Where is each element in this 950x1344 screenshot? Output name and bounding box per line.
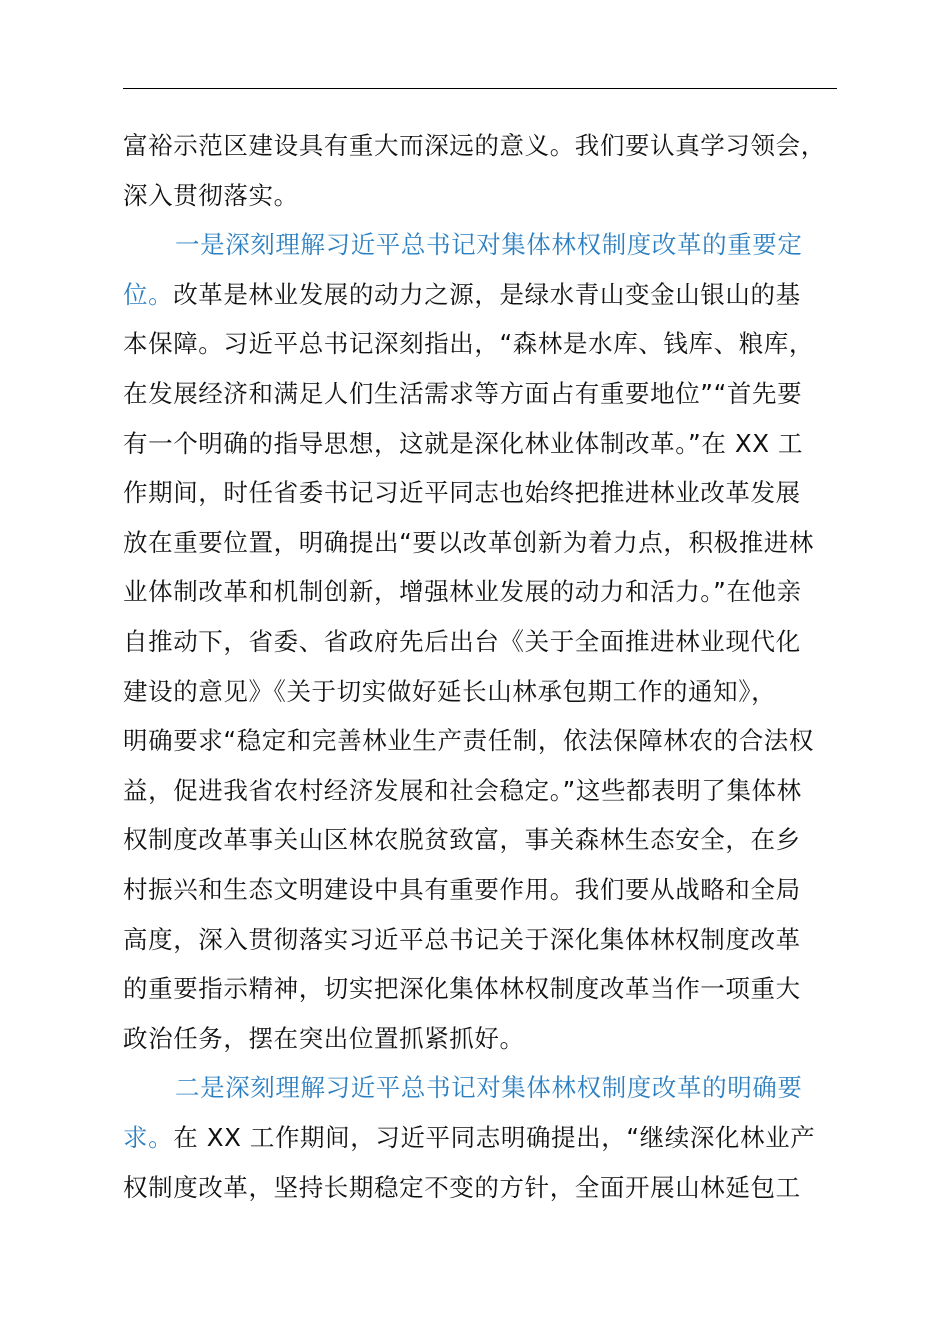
text-line: [123, 776, 802, 806]
section-heading-text: 一是深刻理解习近平总书记对集体林权制度改革的重要定: [175, 230, 803, 260]
paragraph-text: 业体制改革和机制创新，增强林业发展的动力和活力。”在他亲: [123, 577, 802, 607]
paragraph-text: 深入贯彻落实。: [123, 180, 299, 210]
text-line: [123, 329, 814, 359]
text-line: [123, 577, 802, 607]
text-line: [123, 1173, 801, 1203]
text-line: [123, 825, 801, 855]
text-line: [123, 429, 803, 459]
text-line: [123, 875, 801, 905]
text-line: [123, 974, 801, 1004]
paragraph-text: 作期间，时任省委书记习近平同志也始终把推进林业改革发展: [123, 478, 801, 508]
text-line: [123, 677, 776, 707]
paragraph-text: 改革是林业发展的动力之源，是绿水青山变金山银山的基: [173, 279, 801, 309]
text-line: [175, 1073, 803, 1103]
paragraph-text: 高度，深入贯彻落实习近平总书记关于深化集体林权制度改革: [123, 924, 801, 954]
paragraph-text: 本保障。习近平总书记深刻指出，“森林是水库、钱库、粮库，: [123, 329, 814, 359]
section-heading-text: 二是深刻理解习近平总书记对集体林权制度改革的明确要: [175, 1073, 803, 1103]
paragraph-text: 有一个明确的指导思想，这就是深化林业体制改革。”在 XX 工: [123, 428, 804, 458]
text-line: [123, 925, 801, 955]
text-line: [123, 528, 814, 558]
paragraph-text: 权制度改革事关山区林农脱贫致富，事关森林生态安全，在乡: [123, 825, 801, 855]
text-line: [123, 627, 801, 657]
text-line: [123, 478, 801, 508]
text-line: [123, 1123, 815, 1153]
text-line: [123, 131, 826, 161]
header-rule: [123, 88, 837, 89]
paragraph-text: 明确要求“稳定和完善林业生产责任制，依法保障林农的合法权: [123, 726, 814, 756]
text-line: [123, 379, 802, 409]
text-line: [123, 181, 299, 211]
paragraph-text: 在发展经济和满足人们生活需求等方面占有重要地位”“首先要: [123, 379, 803, 408]
paragraph-text: 政治任务，摆在突出位置抓紧抓好。: [123, 1023, 525, 1053]
paragraph-text: 富裕示范区建设具有重大而深远的意义。我们要认真学习领会，: [123, 131, 826, 160]
paragraph-text: 村振兴和生态文明建设中具有重要作用。我们要从战略和全局: [123, 875, 801, 904]
section-heading-text: 位。: [123, 279, 174, 309]
paragraph-text: 放在重要位置，明确提出“要以改革创新为着力点，积极推进林: [123, 527, 814, 557]
paragraph-text: 自推动下，省委、省政府先后出台《关于全面推进林业现代化: [123, 627, 801, 656]
paragraph-text: 益，促进我省农村经济发展和社会稳定。”这些都表明了集体林: [123, 775, 802, 805]
text-line: [123, 726, 814, 756]
text-line: [123, 280, 801, 310]
paragraph-text: 权制度改革，坚持长期稳定不变的方针，全面开展山林延包工: [123, 1172, 801, 1202]
section-heading-text: 求。: [123, 1123, 174, 1152]
paragraph-text: 的重要指示精神，切实把深化集体林权制度改革当作一项重大: [123, 974, 801, 1004]
text-line: [175, 230, 803, 260]
paragraph-text: 建设的意见》《关于切实做好延长山林承包期工作的通知》，: [123, 676, 777, 706]
text-line: [123, 1024, 525, 1054]
paragraph-text: 在 XX 工作期间，习近平同志明确提出，“继续深化林业产: [173, 1123, 816, 1152]
